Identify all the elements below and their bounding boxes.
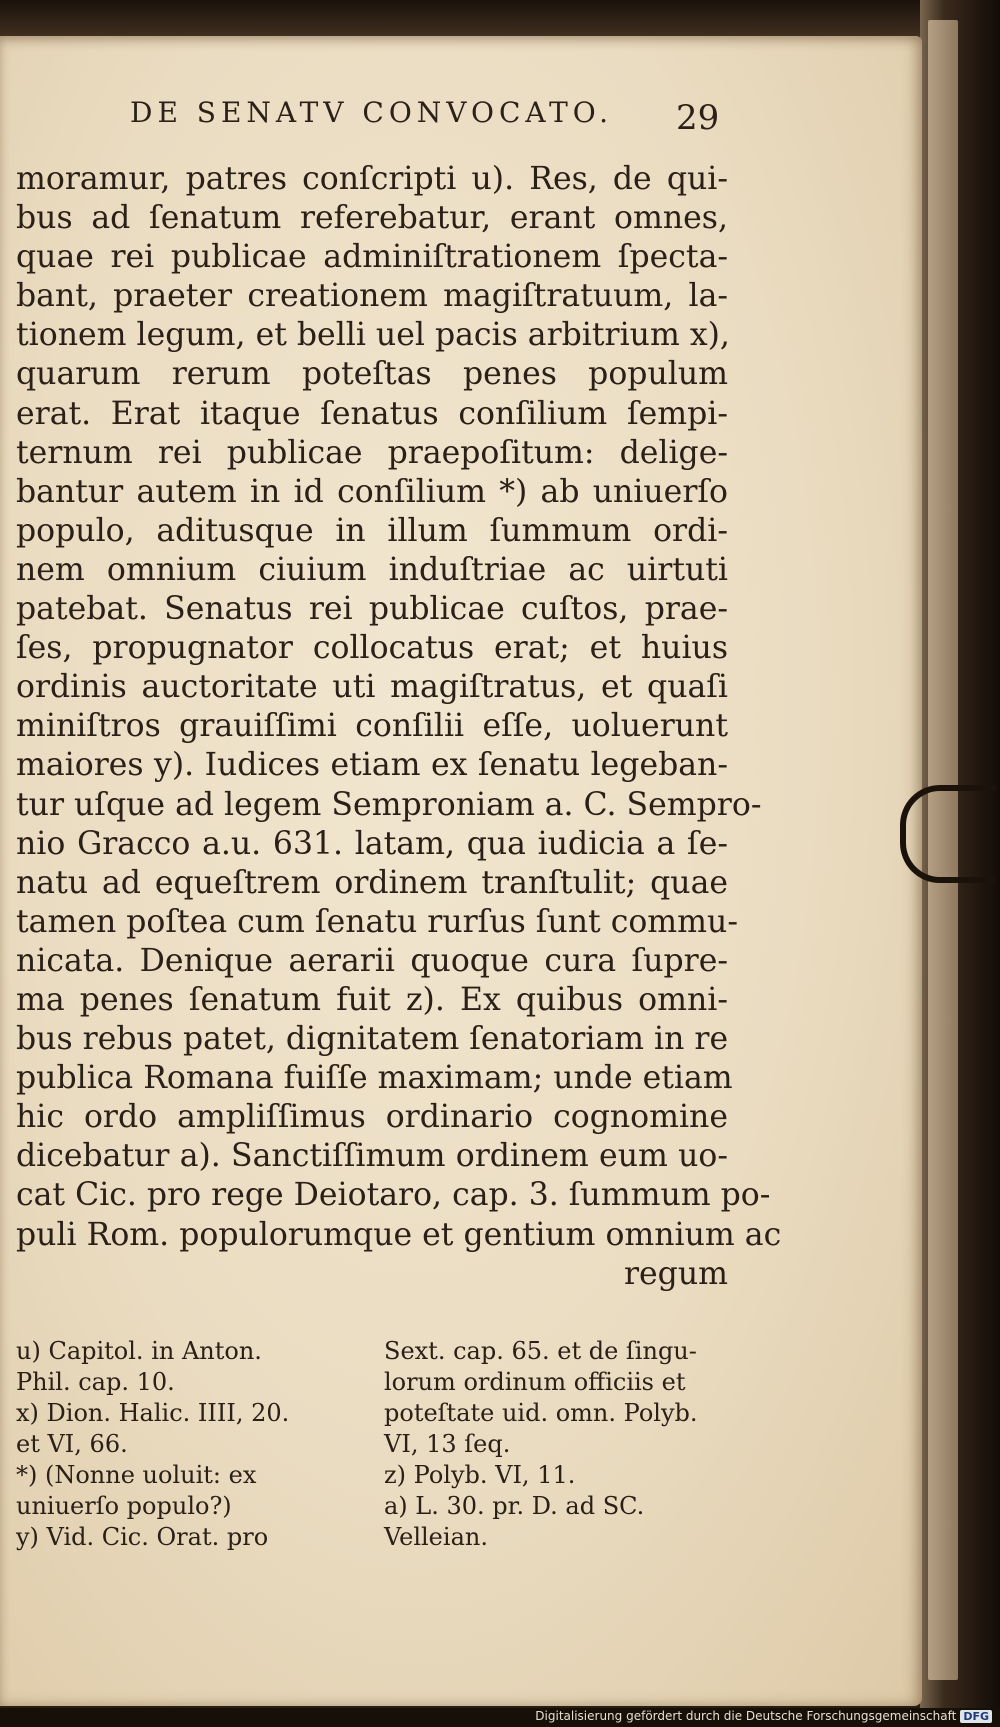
text-line: cat Cic. pro rege Deiotaro, cap. 3. ſummum po- — [16, 1177, 771, 1214]
text-line: bantur autem in id conſilium *) ab uniuerſo — [16, 473, 728, 510]
bookmark-ribbon — [900, 785, 996, 883]
footnote-line: a) L. 30. pr. D. ad SC. — [384, 1492, 645, 1520]
text-line: miniſtros grauiſſimi conſilii eſſe, uoluerunt — [16, 708, 728, 745]
text-line: puli Rom. populorumque et gentium omnium ac — [16, 1216, 782, 1253]
footnote-line: Phil. cap. 10. — [16, 1368, 175, 1396]
text-line: bant, praeter creationem magiſtratuum, la- — [16, 278, 728, 315]
text-line: bus rebus patet, dignitatem ſenatoriam in re — [16, 1021, 729, 1058]
funding-credit-text: Digitalisierung gefördert durch die Deutsche Forschungsgemeinschaft — [535, 1709, 957, 1723]
footnote-line: u) Capitol. in Anton. — [16, 1337, 262, 1365]
footnote-line: uniuerſo populo?) — [16, 1492, 232, 1520]
text-line: nio Gracco a.u. 631. latam, qua iudicia a ſe- — [16, 825, 728, 862]
footnote-line: x) Dion. Halic. IIII, 20. — [16, 1399, 290, 1427]
catchword: regum — [623, 1255, 728, 1292]
text-line: nem omnium ciuium induſtriae ac uirtuti — [16, 551, 728, 588]
text-line: bus ad ſenatum referebatur, erant omnes, — [16, 200, 728, 237]
text-line: tamen poſtea cum ſenatu rurſus ſunt commu- — [16, 903, 738, 940]
footnote-line: *) (Nonne uoluit: ex — [16, 1461, 257, 1489]
footnote-line: Sext. cap. 65. et de ſingu- — [384, 1337, 697, 1365]
text-line: quarum rerum poteſtas penes populum — [16, 356, 728, 393]
text-line: nicata. Denique aerarii quoque cura ſupre- — [16, 942, 728, 979]
footnote-line: poteſtate uid. omn. Polyb. — [384, 1399, 698, 1427]
text-line: natu ad equeſtrem ordinem tranſtulit; quae — [16, 864, 728, 901]
footnotes-right-column — [384, 1336, 724, 1553]
text-line: tur uſque ad legem Semproniam a. C. Sempro- — [16, 786, 762, 823]
footnotes-left-column — [16, 1336, 356, 1553]
text-line: ordinis auctoritate uti magiſtratus, et quaſi — [16, 669, 728, 706]
text-line: tionem legum, et belli uel pacis arbitrium x), — [16, 317, 730, 354]
text-line: ma penes ſenatum fuit z). Ex quibus omni- — [16, 981, 728, 1018]
text-line: maiores y). Iudices etiam ex ſenatu legeban- — [16, 747, 728, 784]
footnote-line: lorum ordinum officiis et — [384, 1368, 686, 1396]
text-line: moramur, patres conſcripti u). Res, de qui- — [16, 161, 728, 197]
footnote-line: z) Polyb. VI, 11. — [384, 1461, 576, 1489]
footnote-line: et VI, 66. — [16, 1430, 128, 1458]
page-number: 29 — [676, 98, 720, 138]
main-text — [16, 160, 782, 1294]
footnote-line: VI, 13 ſeq. — [384, 1430, 511, 1458]
text-line: quae rei publicae adminiſtrationem ſpecta- — [16, 239, 728, 276]
text-line: dicebatur a). Sanctiſſimum ordinem eum uo- — [16, 1138, 728, 1175]
running-header: DE SENATV CONVOCATO. — [130, 96, 613, 129]
text-line: ternum rei publicae praepoſitum: delige- — [16, 434, 728, 471]
text-line: publica Romana fuiſſe maximam; unde etiam — [16, 1060, 733, 1097]
text-line: patebat. Senatus rei publicae cuſtos, prae- — [16, 591, 728, 628]
text-line: erat. Erat itaque ſenatus conſilium ſempi- — [16, 395, 728, 432]
funding-credit — [535, 1709, 992, 1723]
footnote-line: y) Vid. Cic. Orat. pro — [16, 1523, 269, 1551]
text-line: ſes, propugnator collocatus erat; et huius — [16, 630, 728, 667]
footnote-line: Velleian. — [384, 1523, 488, 1551]
text-line: hic ordo ampliſſimus ordinario cognomine — [16, 1099, 728, 1136]
text-line: populo, aditusque in illum ſummum ordi- — [16, 512, 728, 549]
dfg-logo: DFG — [960, 1710, 992, 1723]
